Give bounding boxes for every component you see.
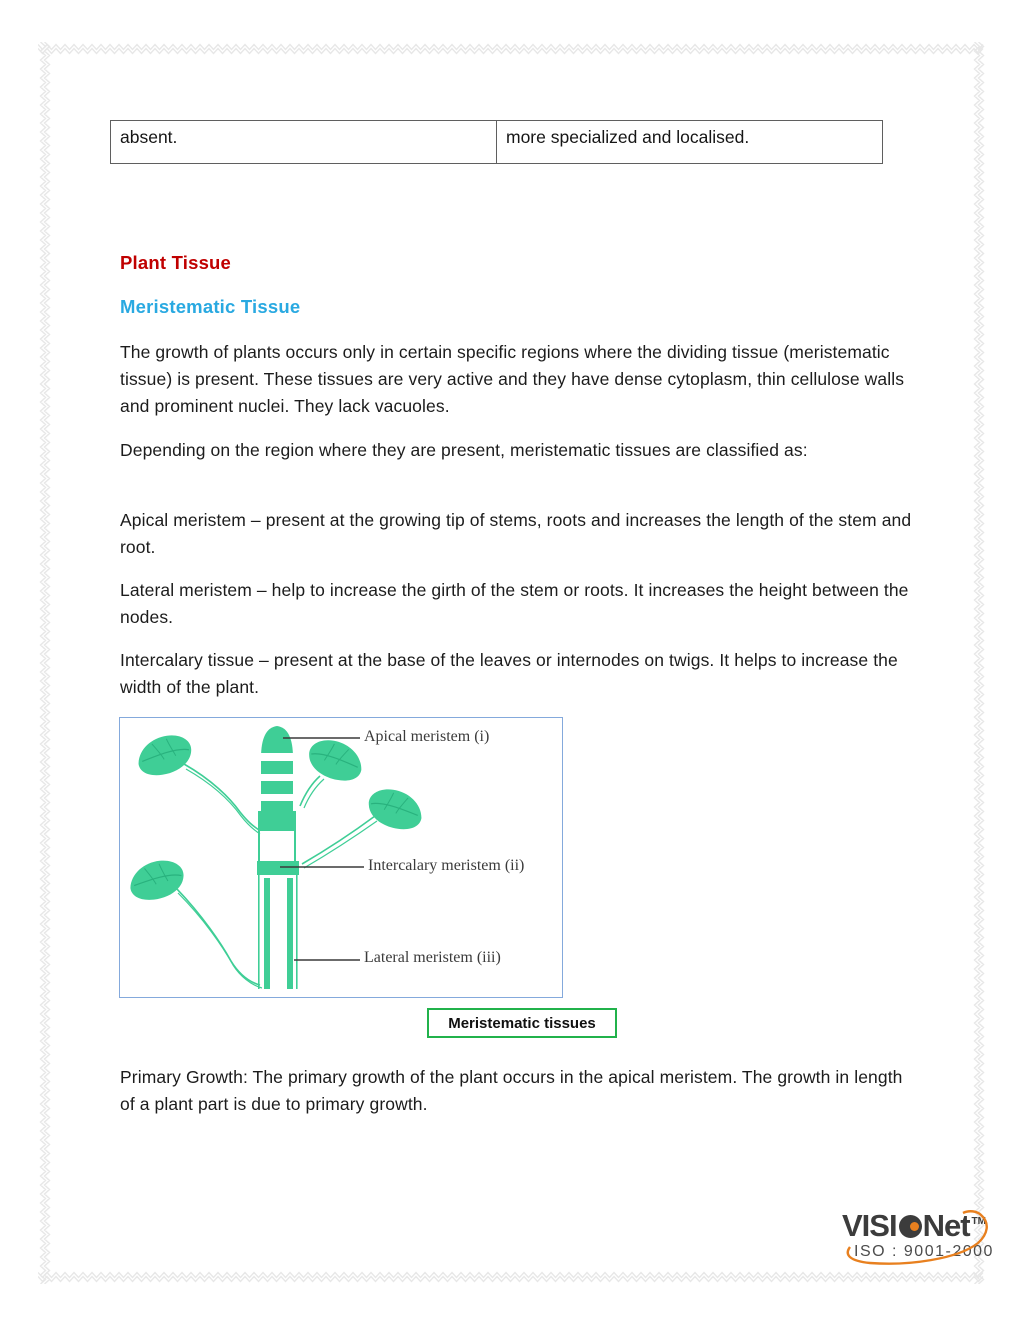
leaf-top-left [135,733,194,778]
logo-o-eye-icon [899,1215,922,1238]
leaf-bottom-left [128,858,186,901]
page-border-right [972,42,986,1284]
table-cell-left: absent. [111,121,497,163]
logo-wordmark [842,1208,986,1243]
visionet-logo [836,1203,994,1269]
figure-caption-text: Meristematic tissues [448,1014,596,1032]
figure-caption [427,1008,617,1038]
leaf-mid-right [366,787,425,832]
table-cell-right: more specialized and localised. [506,127,750,147]
logo-text-net: Net [922,1208,970,1243]
label-apical-meristem: Apical meristem (i) [364,728,490,745]
logo-text-visi: VISI [842,1208,897,1243]
logo-tm-mark: TM [971,1216,986,1227]
page-border-left [38,42,52,1284]
paragraph-classification: Depending on the region where they are present, meristematic tissues are classified as: [120,440,808,460]
paragraph-primary-growth: Primary Growth: The primary growth of the plant occurs in the apical meristem. The growth in length of a plant part is due to primary growth. [120,1067,903,1114]
label-lateral-meristem: Lateral meristem (iii) [364,949,501,966]
paragraph-apical-meristem: Apical meristem – present at the growing tip of stems, roots and increases the length of the stem and root. [120,510,912,557]
page-border-top [38,42,986,56]
label-intercalary-meristem: Intercalary meristem (ii) [368,857,525,874]
leaf-top-right [305,737,365,784]
paragraph-intercalary-tissue: Intercalary tissue – present at the base of the leaves or internodes on twigs. It helps to increase the width of the plant. [120,650,898,697]
meristem-diagram [119,717,563,998]
logo-iso-text: ISO : 9001-2000 [854,1243,994,1260]
page-border-bottom [38,1270,986,1284]
paragraph-lateral-meristem: Lateral meristem – help to increase the girth of the stem or roots. It increases the height between the nodes. [120,580,909,627]
section-heading: Plant Tissue [120,252,232,273]
subsection-heading: Meristematic Tissue [120,296,301,317]
paragraph-intro: The growth of plants occurs only in certain specific regions where the dividing tissue (meristematic tissue) is present. These tissues are very active and they have dense cytoplasm, thin cellulose walls and prominent nuclei. They lack vacuoles. [120,342,905,416]
comparison-table [110,120,883,164]
